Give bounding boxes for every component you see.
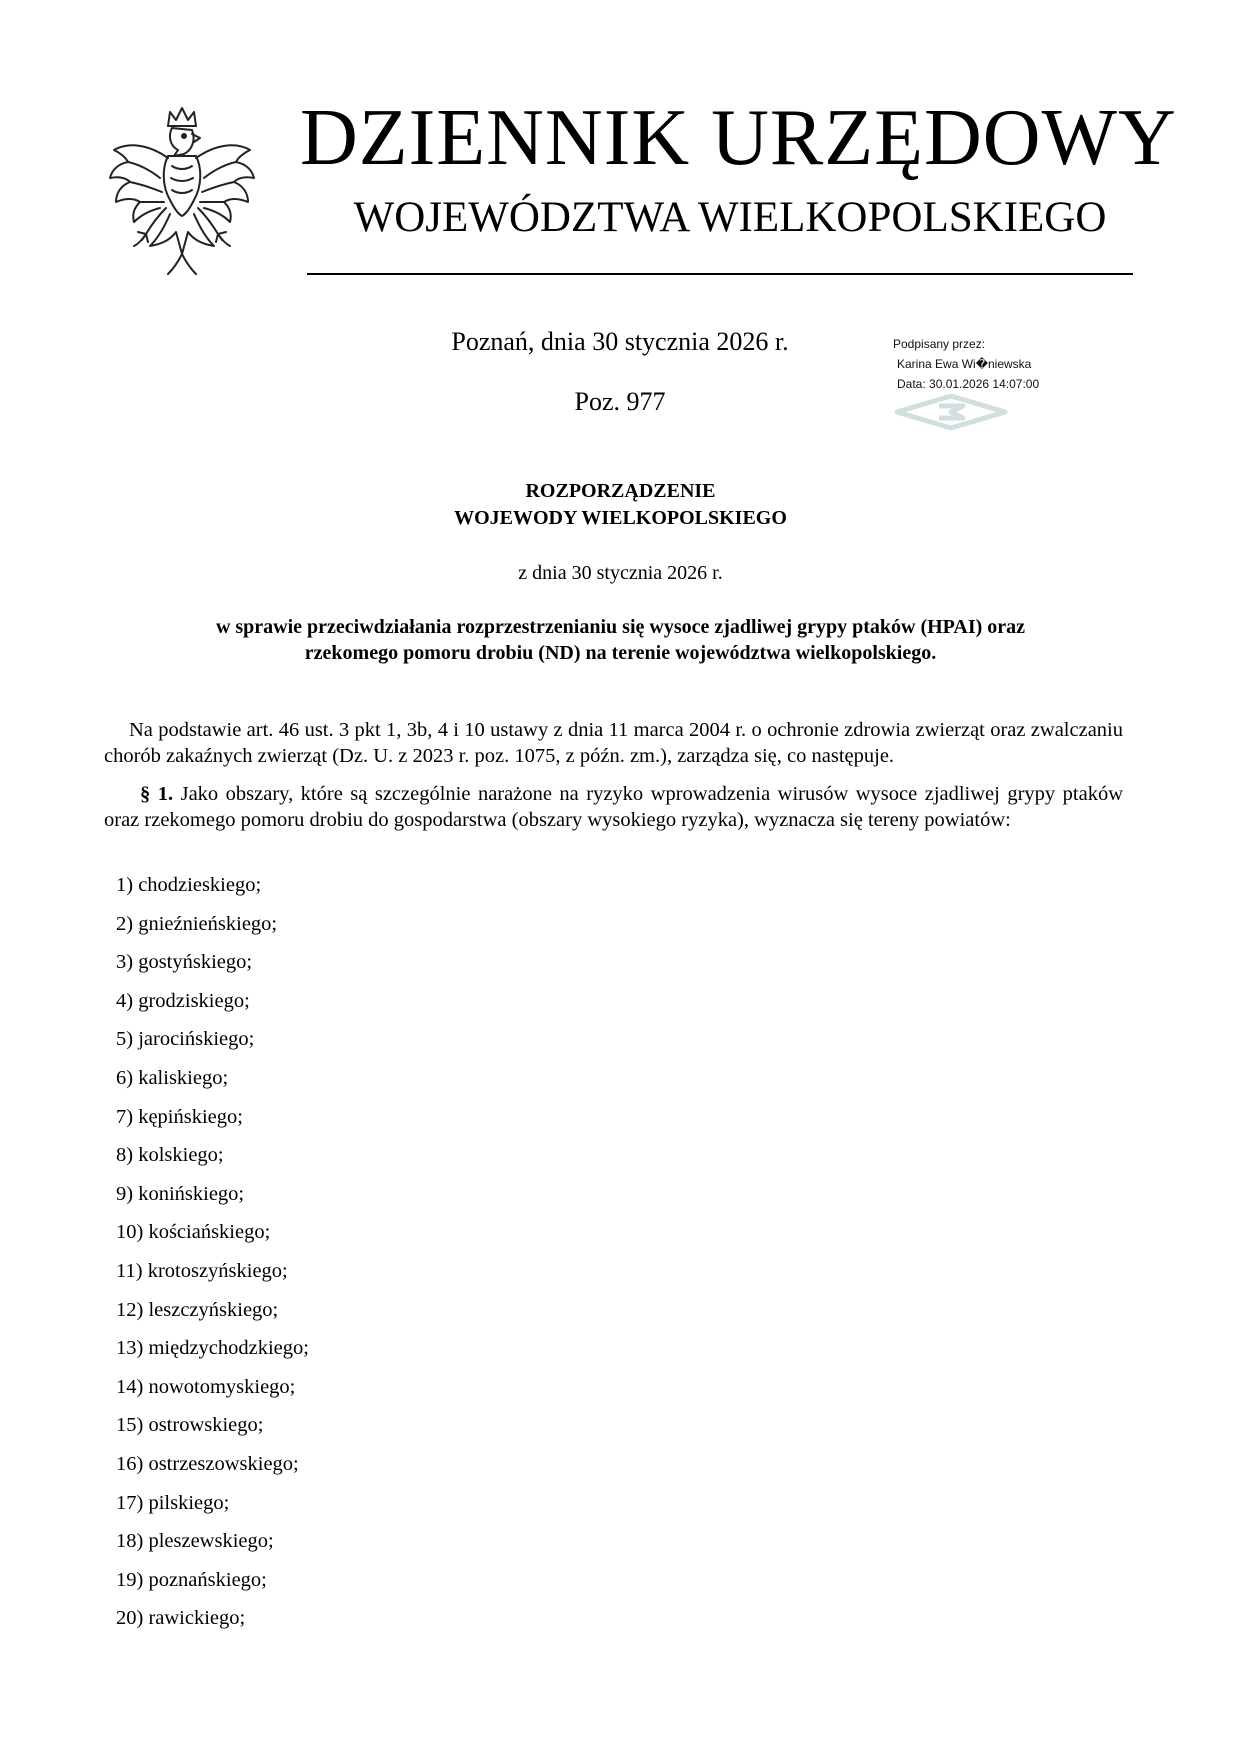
list-item: 13) międzychodzkiego; [116,1337,309,1360]
list-item: 19) poznańskiego; [116,1568,267,1591]
publication-position: Poz. 977 [574,387,666,416]
list-item: 7) kępińskiego; [116,1105,243,1128]
masthead-divider [307,273,1133,275]
signature-date: Data: 30.01.2026 14:07:00 [897,377,1040,391]
list-item: 4) grodziskiego; [116,989,250,1012]
act-date: z dnia 30 stycznia 2026 r. [518,562,723,584]
list-item: 18) pleszewskiego; [116,1530,274,1553]
preamble-text: Na podstawie art. 46 ust. 3 pkt 1, 3b, 4 i 10 ustawy z dnia 11 marca 2004 r. o ochronie zdrowia zwierząt oraz zwalczaniu chorób zakaźnych zwierząt (Dz. U. z 2023 r. poz. 1075, z późn. zm.), zarządza się, co następuje. [104,719,1123,767]
list-item: 9) konińskiego; [116,1182,245,1205]
list-item: 6) kaliskiego; [116,1066,229,1089]
preamble-paragraph [104,717,1123,769]
list-item: 15) ostrowskiego; [116,1414,264,1437]
journal-title: DZIENNIK URZĘDOWY [300,94,1177,182]
act-type [120,478,1121,532]
county-list [116,872,716,1644]
list-item: 8) kolskiego; [116,1144,224,1167]
list-item: 2) gnieźnieńskiego; [116,912,278,935]
section-1-label: § 1. [140,783,174,805]
list-item: 12) leszczyńskiego; [116,1298,279,1321]
act-subject-line-2: rzekomego pomoru drobiu (ND) na terenie województwa wielkopolskiego. [304,642,937,664]
section-1-paragraph [104,781,1123,833]
list-item: 16) ostrzeszowskiego; [116,1452,299,1475]
list-item: 5) jarocińskiego; [116,1028,255,1051]
act-type-line-2: WOJEWODY WIELKOPOLSKIEGO [454,507,787,529]
list-item: 3) gostyńskiego; [116,951,253,974]
eagle-emblem-icon [108,104,256,280]
list-item: 10) kościańskiego; [116,1221,271,1244]
act-subject [130,614,1111,666]
list-item: 14) nowotomyskiego; [116,1375,296,1398]
list-item: 1) chodzieskiego; [116,874,262,896]
list-item: 17) pilskiego; [116,1491,230,1514]
signature-seal-icon [893,392,1009,432]
list-item: 11) krotoszyńskiego; [116,1259,288,1282]
publication-place-date: Poznań, dnia 30 stycznia 2026 r. [451,327,789,356]
journal-subtitle: WOJEWÓDZTWA WIELKOPOLSKIEGO [353,194,1107,241]
signature-label: Podpisany przez: [893,337,986,351]
act-subject-line-1: w sprawie przeciwdziałania rozprzestrzenianiu się wysoce zjadliwej grypy ptaków (HPAI) oraz [215,616,1026,638]
list-item: 20) rawickiego; [116,1607,246,1630]
act-type-line-1: ROZPORZĄDZENIE [525,480,716,502]
section-1-text: Jako obszary, które są szczególnie narażone na ryzyko wprowadzenia wirusów wysoce zjadliwej grypy ptaków oraz rzekomego pomoru drobiu do gospodarstwa (obszary wysokiego ryzyka), wyznacza się tereny powiatów: [104,783,1123,831]
digital-signature [893,334,1103,394]
signature-name: Karina Ewa Wi�niewska [897,357,1032,371]
